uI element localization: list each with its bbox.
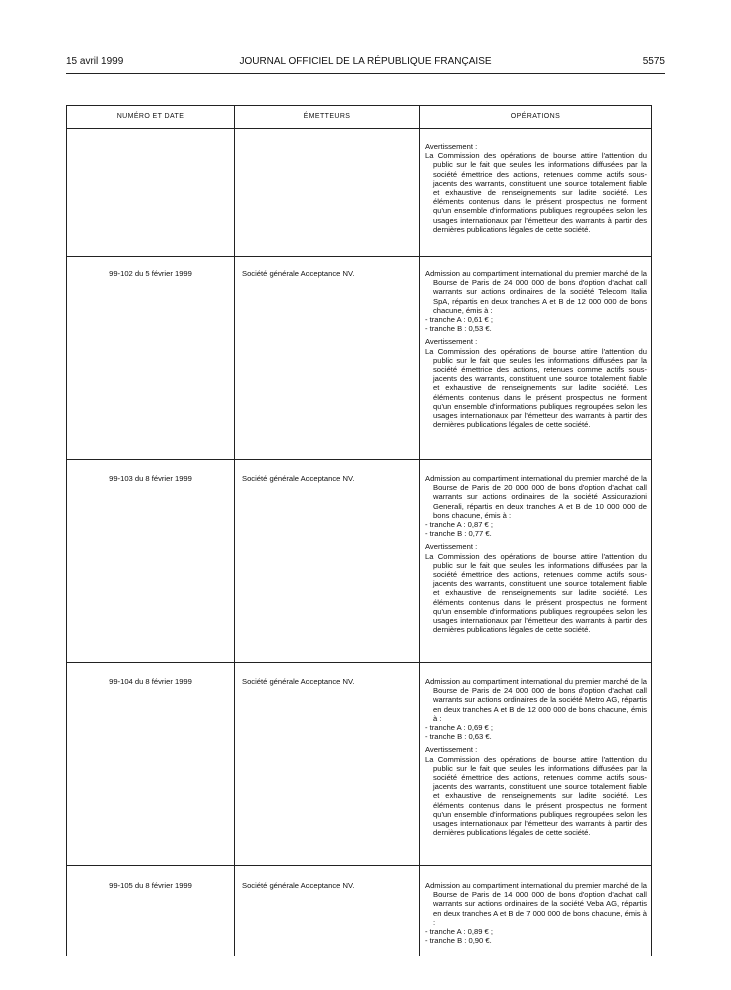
tranche-a: - tranche A : 0,87 € ; — [425, 520, 493, 530]
warning-label: Avertissement : — [425, 337, 478, 347]
tranche-a: - tranche A : 0,89 € ; — [425, 927, 493, 937]
admission-text: Admission au compartiment international du premier marché de la Bourse de Paris de 24 000 000 de bons d'option d'achat call warrants sur actions ordinaires de la société Telecom Italia SpA, répartis en deux tranches A et B de 12 000 000 de bons chacune, émis à : — [425, 269, 647, 315]
continued-operation — [425, 142, 647, 234]
row-operation — [425, 269, 647, 429]
column-header-operations: OPÉRATIONS — [510, 113, 561, 120]
header-date: 15 avril 1999 — [66, 56, 124, 67]
header-rule — [66, 73, 665, 74]
warning-text: La Commission des opérations de bourse attire l'attention du public sur le fait que seules les informations diffusées par la société émettrice des actions, retenues comme actifs sous-jacents des warrants, constituent une source totalement fiable et exhaustive de renseignements sur ladite société. Les éléments contenus dans le présent prospectus ne forment qu'un ensemble d'informations publiques regroupées selon les usages internationaux par l'émetteur des warrants à partir des dernières publications légales de cette société. — [425, 151, 647, 234]
row-divider — [67, 459, 651, 460]
row-divider — [67, 256, 651, 257]
tranche-b: - tranche B : 0,90 €. — [425, 936, 492, 946]
row-divider — [67, 662, 651, 663]
row-number: 99-105 du 8 février 1999 — [109, 881, 192, 890]
warning-text: La Commission des opérations de bourse attire l'attention du public sur le fait que seules les informations diffusées par la société émettrice des actions, retenues comme actifs sous-jacents des warrants, constituent une source totalement fiable et exhaustive de renseignements sur ladite société. Les éléments contenus dans le présent prospectus ne forment qu'un ensemble d'informations publiques regroupées selon les usages internationaux par l'émetteur des warrants à partir des dernières publications légales de cette société. — [425, 346, 647, 430]
tranche-b: - tranche B : 0,63 €. — [425, 732, 492, 742]
admission-text: Admission au compartiment international du premier marché de la Bourse de Paris de 14 000 000 de bons d'option d'achat call warrants sur actions ordinaires de la société Veba AG, répartis en deux tranches A et B de 7 000 000 de bons chacune, émis à : — [425, 881, 647, 927]
column-header-number: NUMÉRO ET DATE — [116, 113, 185, 120]
admission-text: Admission au compartiment international du premier marché de la Bourse de Paris de 24 000 000 de bons d'option d'achat call warrants sur actions ordinaires de la société Metro AG, répartis en deux tranches A et B de 12 000 000 de bons chacune, émis à : — [425, 677, 647, 723]
operations-table — [66, 105, 652, 956]
row-number: 99-103 du 8 février 1999 — [109, 474, 192, 483]
warning-label: Avertissement : — [425, 142, 478, 151]
row-operation — [425, 474, 647, 634]
row-number: 99-104 du 8 février 1999 — [109, 677, 192, 686]
row-issuer: Société générale Acceptance NV. — [242, 881, 355, 890]
row-operation — [425, 881, 647, 945]
row-issuer: Société générale Acceptance NV. — [242, 474, 355, 483]
column-divider — [419, 106, 420, 956]
warning-label: Avertissement : — [425, 542, 478, 552]
warning-text: La Commission des opérations de bourse attire l'attention du public sur le fait que seules les informations diffusées par la société émettrice des actions, retenues comme actifs sous-jacents des warrants, constituent une source totalement fiable et exhaustive de renseignements sur ladite société. Les éléments contenus dans le présent prospectus ne forment qu'un ensemble d'informations publiques regroupées selon les usages internationaux par l'émetteur des warrants à partir des dernières publications légales de cette société. — [425, 754, 647, 838]
column-divider — [234, 106, 235, 956]
warning-label: Avertissement : — [425, 745, 478, 755]
tranche-a: - tranche A : 0,69 € ; — [425, 723, 493, 733]
tranche-a: - tranche A : 0,61 € ; — [425, 315, 493, 325]
header-page-number: 5575 — [642, 56, 665, 67]
tranche-b: - tranche B : 0,77 €. — [425, 529, 492, 539]
row-issuer: Société générale Acceptance NV. — [242, 677, 355, 686]
admission-text: Admission au compartiment international du premier marché de la Bourse de Paris de 20 000 000 de bons d'option d'achat call warrants sur actions ordinaires de la société Assicurazioni Generali, répartis en deux tranches A et B de 10 000 000 de bons chacune, émis à : — [425, 474, 647, 520]
tranche-b: - tranche B : 0,53 €. — [425, 324, 492, 334]
column-header-issuer: ÉMETTEURS — [303, 113, 351, 120]
row-issuer: Société générale Acceptance NV. — [242, 269, 355, 278]
row-operation — [425, 677, 647, 837]
row-divider — [67, 865, 651, 866]
page-header — [66, 56, 665, 74]
header-title: JOURNAL OFFICIEL DE LA RÉPUBLIQUE FRANÇAISE — [239, 56, 492, 67]
row-number: 99-102 du 5 février 1999 — [109, 269, 192, 278]
warning-text: La Commission des opérations de bourse attire l'attention du public sur le fait que seules les informations diffusées par la société émettrice des actions, retenues comme actifs sous-jacents des warrants, constituent une source totalement fiable et exhaustive de renseignements sur ladite société. Les éléments contenus dans le présent prospectus ne forment qu'un ensemble d'informations publiques regroupées selon les usages internationaux par l'émetteur des warrants à partir des dernières publications légales de cette société. — [425, 551, 647, 635]
header-row-divider — [67, 128, 651, 129]
